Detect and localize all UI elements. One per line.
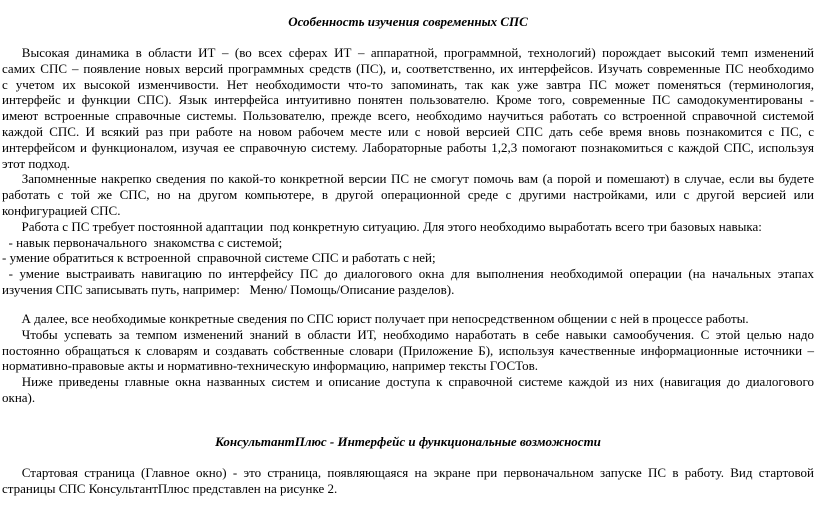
text-line: Стартовая страница (Главное окно) - это страница, появляющаяся на экране при первоначальном запуске ПС в работу. Вид стартовой <box>21 465 814 480</box>
text-line: интерфейсом и функционалом, изучая ее справочную систему. Лабораторные работы 1,2,3 помогают познакомиться с каждой СПС, используя <box>2 139 814 155</box>
text-line: Работа с ПС требует постоянной адаптации под конкретную ситуацию. Для этого необходимо выработать всего три базовых навыка: <box>2 218 762 234</box>
text-line: интерфейс и функции СПС). Язык интерфейса интуитивно понятен пользователю. Кроме того, современные ПС самодокументированы - <box>2 92 814 108</box>
text-line: - умение выстраивать навигацию по интерфейсу ПС до диалогового окна для выполнения необходимой операции (на начальных этапах <box>8 266 814 282</box>
text-line: каждой СПС. И всякий раз при работе на новом рабочем месте или с новой версией СПС дать себе время вновь познакомится с ПС, с <box>2 123 814 139</box>
text-line: работать с той же СПС, но на другом компьютере, в другой операционной среде с другими настройками, или с другой версией или <box>2 187 814 203</box>
text-line: этот подход. <box>2 155 71 171</box>
text-line: Чтобы успевать за темпом изменений знаний в области ИТ, необходимо наработать в себе навыки самообучения. С этой целью надо <box>21 326 814 342</box>
text-line: постоянно обращаться к словарям и создавать собственные словари (Приложение Б), используя качественные информационные источники – <box>2 342 814 358</box>
text-line: с учетом их высокой изменчивости. Нет необходимости что-то запоминать, так как уже завтра ПС может поменяться (терминология, <box>2 76 814 92</box>
text-line: - умение обратиться к встроенной справочной системе СПС и работать с ней; <box>2 250 436 266</box>
text-line: имеют встроенные справочные системы. Пользователю, прежде всего, необходимо научиться работать со встроенной справочной системой <box>2 108 814 124</box>
section-heading: Особенность изучения современных СПС <box>288 14 528 29</box>
body-text-block-3 <box>2 465 814 497</box>
text-line: страницы СПС КонсультантПлюс представлен на рисунке 2. <box>2 480 338 496</box>
text-line: - навык первоначального знакомства с системой; <box>2 234 283 250</box>
text-line: Запомненные накрепко сведения по какой-то конкретной версии ПС не смогут помочь вам (а порой и помешают) в случае, если вы будете <box>21 171 814 187</box>
text-line: А далее, все необходимые конкретные сведения по СПС юрист получает при непосредственном общении с ней в процессе работы. <box>2 311 749 326</box>
text-line: нормативно-правовые акты и нормативно-техническую информацию, например тексты ГОСТов. <box>2 358 538 374</box>
text-line: конфигурацией СПС. <box>2 202 121 218</box>
text-line: Высокая динамика в области ИТ – (во всех сферах ИТ – аппаратной, программной, технологий) порождает высокий темп изменений <box>21 45 814 60</box>
text-line: самих СПС – появление новых версий программных средств (ПС), и, соответственно, их интерфейсов. Изучать современные ПС необходимо <box>2 60 814 76</box>
text-line: окна). <box>2 389 36 405</box>
body-text-block-2 <box>2 311 814 406</box>
text-line: Ниже приведены главные окна названных систем и описание доступа к справочной системе каждой из них (навигация до диалогового <box>21 374 814 390</box>
section-heading-consultant: КонсультантПлюс - Интерфейс и функциональные возможности <box>215 434 601 449</box>
text-line: изучения СПС записывать путь, например: Меню/ Помощь/Описание разделов). <box>2 281 455 297</box>
body-text-block-1 <box>2 45 814 298</box>
